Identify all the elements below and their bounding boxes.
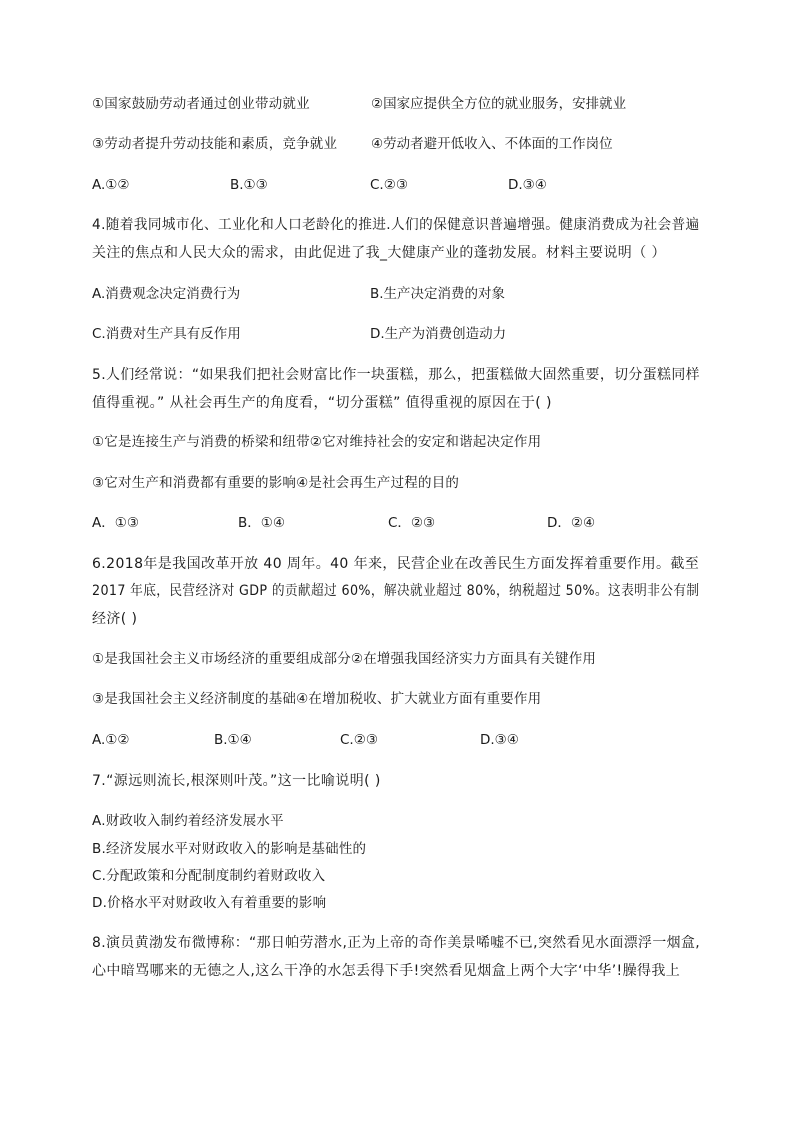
q6-option-d: D.③④ [480,732,519,748]
q6-option-c: C.②③ [340,732,378,748]
q3-statement-2: ②国家应提供全方位的就业服务，安排就业 [371,96,627,112]
q6-option-b: B.①④ [214,732,252,748]
q4-option-a: A.消费观念决定消费行为 [92,286,241,302]
q4-option-c: C.消费对生产具有反作用 [92,326,241,342]
q5-statements-1-2: ①它是连接生产与消费的桥梁和纽带②它对维持社会的安定和谐起决定作用 [92,434,542,450]
q4-option-d: D.生产为消费创造动力 [370,326,507,342]
q6-stem-line-2: 2017 年底，民营经济对 GDP 的贡献超过 60%，解决就业超过 80%，纳税超过 50%。这表明非公有制 [92,583,700,599]
q3-option-d: D.③④ [508,177,547,193]
q6-stem-line-3: 经济( ) [92,611,138,627]
q6-option-a: A.①② [92,732,130,748]
q4-stem-line-1: 4.随着我同城市化、工业化和人口老龄化的推进.人们的保健意识普遍增强。健康消费成为社会普遍 [92,217,700,233]
q6-statements-1-2: ①是我国社会主义市场经济的重要组成部分②在增强我国经济实力方面具有关键作用 [92,651,597,667]
q5-stem-line-1: 5.人们经常说：“如果我们把社会财富比作一块蛋糕，那么，把蛋糕做大固然重要，切分蛋糕同样 [92,367,700,383]
q8-stem-line-1: 8.演员黄渤发布微博称：“那日帕劳潜水,正为上帝的奇作美景唏嘘不已,突然看见水面漂浮一烟盒, [92,935,701,951]
q5-stem-line-2: 值得重视。” 从社会再生产的角度看，“切分蛋糕” 值得重视的原因在于( ) [92,395,552,411]
q7-stem: 7.“源远则流长,根深则叶茂。”这一比喻说明( ) [92,773,381,789]
q5-option-d: D．②④ [547,515,596,531]
q5-statements-3-4: ③它对生产和消费都有重要的影响④是社会再生产过程的目的 [92,475,460,491]
q3-option-b: B.①③ [230,177,268,193]
q7-option-c: C.分配政策和分配制度制约着财政收入 [92,868,326,884]
q4-option-b: B.生产决定消费的对象 [370,286,506,302]
q4-stem-line-2: 关注的焦点和人民大众的需求，由此促进了我_大健康产业的蓬勃发展。材料主要说明（ ） [92,245,666,261]
q6-stem-line-1: 6.2018年是我国改革开放 40 周年。40 年来，民营企业在改善民生方面发挥着重要作用。截至 [92,556,700,572]
q8-stem-line-2: 心中暗骂哪来的无德之人,这么干净的水怎丢得下手!突然看见烟盒上两个大字‘中华’!臊得我上 [92,963,681,979]
q3-statement-4: ④劳动者避开低收入、不体面的工作岗位 [371,136,613,152]
q5-option-c: C．②③ [388,515,436,531]
q7-option-d: D.价格水平对财政收入有着重要的影响 [92,895,327,911]
q3-statement-3: ③劳动者提升劳动技能和素质，竞争就业 [92,136,338,152]
q5-option-a: A．①③ [92,515,139,531]
q3-option-c: C.②③ [370,177,408,193]
q7-option-a: A.财政收入制约着经济发展水平 [92,813,284,829]
q7-option-b: B.经济发展水平对财政收入的影响是基础性的 [92,841,367,857]
q3-statement-1: ①国家鼓励劳动者通过创业带动就业 [92,96,310,112]
q6-statements-3-4: ③是我国社会主义经济制度的基础④在增加税收、扩大就业方面有重要作用 [92,691,542,707]
q3-option-a: A.①② [92,177,130,193]
q5-option-b: B．①④ [238,515,285,531]
